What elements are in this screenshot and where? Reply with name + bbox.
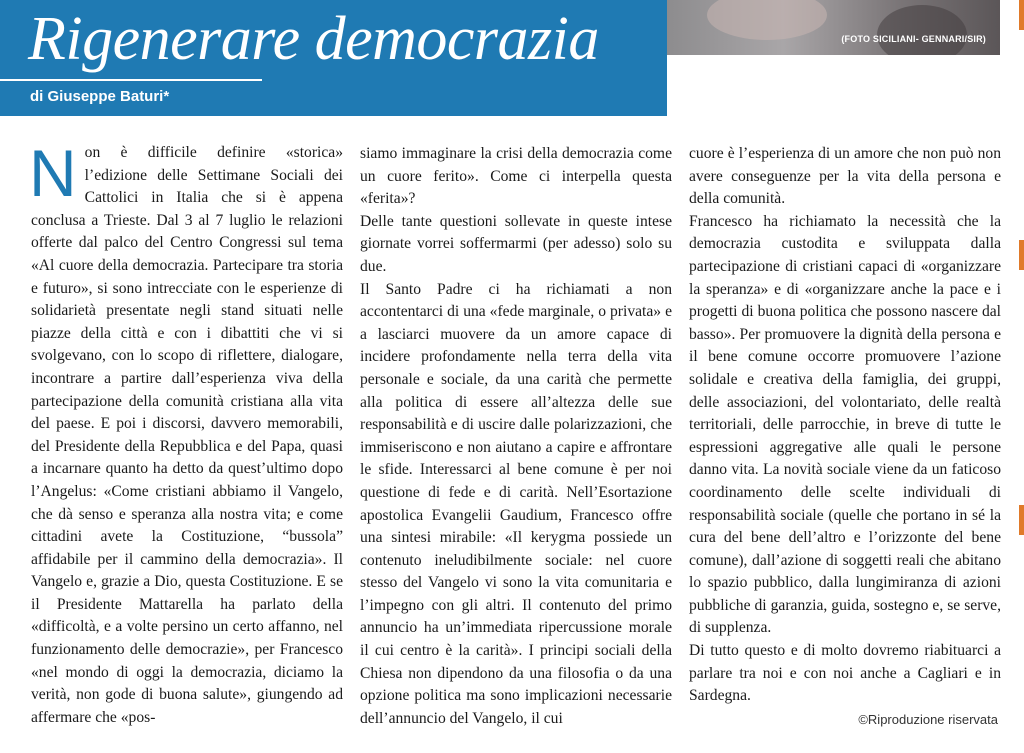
page-edge-mark — [1019, 240, 1024, 270]
article-paragraph: siamo immaginare la crisi della democrazia come un cuore ferito». Come ci interpella questa «ferita»? — [360, 145, 672, 208]
article-paragraph: Francesco ha richiamato la necessità che la democrazia custodita e sviluppata dalla partecipazione di cristiani capaci di «organizzare la speranza» e di «organizzare anche la pace e i progetti di buona politica che possono nascere dal basso». Per promuovere la dignità della persona e il bene comune occorre promuovere l’azione solidale e creativa della famiglia, dei gruppi, delle associazioni, del volontariato, delle realtà territoriali, delle parrocchie, in breve di tutte le espressioni aggregative alle quali le persone danno vita. La novità sociale viene da un faticoso coordinamento delle scelte individuali di responsabilità sociale (quelle che portano in sé la cura del bene dell’altro e l’orizzonte del bene comune), dall’azione di soggetti reali che abitano lo spazio pubblico, dalla lungimiranza di azioni pubbliche di garanzia, guida, sostegno e, se serve, di supplenza. — [689, 212, 1001, 637]
article-title: Rigenerare democrazia — [28, 5, 599, 73]
article-paragraph: cuore è l’esperienza di un amore che non può non avere conseguenze per la vita della persona e della comunità. — [689, 145, 1001, 208]
article-column-1 — [29, 136, 343, 729]
byline: di Giuseppe Baturi* — [30, 88, 170, 105]
copyright-notice: ©Riproduzione riservata — [858, 712, 998, 727]
header-photo — [667, 0, 1000, 55]
page-edge-mark — [1019, 0, 1024, 30]
article-paragraph: Il Santo Padre ci ha richiamati a non accontentarci di una «fede marginale, o privata» e a lasciarci muovere da un amore capace di incidere profondamente nella terra della vita personale e sociale, da una carità che permette alla politica di essere all’altezza delle sue responsabilità e di uscire dalle polarizzazioni, che immiseriscono e non aiutano a capire e affrontare le sfide. Interessarci al bene comune è per noi questione di fede e di carità. Nell’Esortazione apostolica Evangelii Gaudium, Francesco offre una sintesi mirabile: «Il kerygma possiede un contenuto ineludibilmente sociale: nel cuore stesso del Vangelo vi sono la vita comunitaria e l’impegno con gli altri. Il contenuto del primo annuncio ha un’immediata ripercussione morale il cui centro è la carità». I principi sociali della Chiesa non dipendono da una filosofia o da una opzione politica ma sono implicazioni necessarie dell’annuncio del Vangelo, il cui — [360, 280, 672, 727]
article-column-3 — [689, 143, 1001, 708]
article-text: on è difficile definire «storica» l’edizione delle Settimane Sociali dei Cattolici in Italia che si è appena conclusa a Trieste. Dal 3 al 7 luglio le relazioni offerte dal palco del Centro Congressi sul tema «Al cuore della democrazia. Partecipare tra storia e futuro», si sono intrecciate con le esperienze di solidarietà presentate negli stand situati nelle piazze della città e con i dibattiti che vi si svolgevano, con lo scopo di riflettere, dialogare, incontrare a partire dall’esperienza viva della partecipazione della comunità cristiana alla vita del paese. E poi i discorsi, davvero memorabili, del Presidente della Repubblica e del Papa, quasi a incarnare quanto ha detto da quest’ultimo dopo l’Angelus: «Come cristiani abbiamo il Vangelo, che dà senso e speranza alla nostra vita; e come cittadini avete la Costituzione, “bussola” affidabile per il cammino della democrazia». Il Vangelo e, grazie a Dio, questa Costituzione. E se il Presidente Mattarella ha parlato della «difficoltà, e a volte persino un certo affanno, nel funzionamento delle democrazie», per Francesco «nel mondo di oggi la democrazia, diciamo la verità, non gode di buona salute», giungendo ad affermare che «pos- — [31, 144, 343, 726]
header-band — [0, 0, 667, 116]
title-rule — [0, 79, 262, 81]
article-paragraph: Delle tante questioni sollevate in queste intese giornate vorrei soffermarmi (per adesso) solo su due. — [360, 212, 672, 275]
photo-credit: (FOTO SICILIANI- GENNARI/SIR) — [841, 34, 986, 44]
article-paragraph: Di tutto questo e di molto dovremo riabituarci a parlare tra noi e con noi anche a Cagliari e in Sardegna. — [689, 642, 1001, 705]
article-column-2 — [360, 143, 672, 730]
page-edge-mark — [1019, 505, 1024, 535]
article-paragraph — [29, 136, 343, 729]
drop-cap: N — [29, 136, 77, 210]
